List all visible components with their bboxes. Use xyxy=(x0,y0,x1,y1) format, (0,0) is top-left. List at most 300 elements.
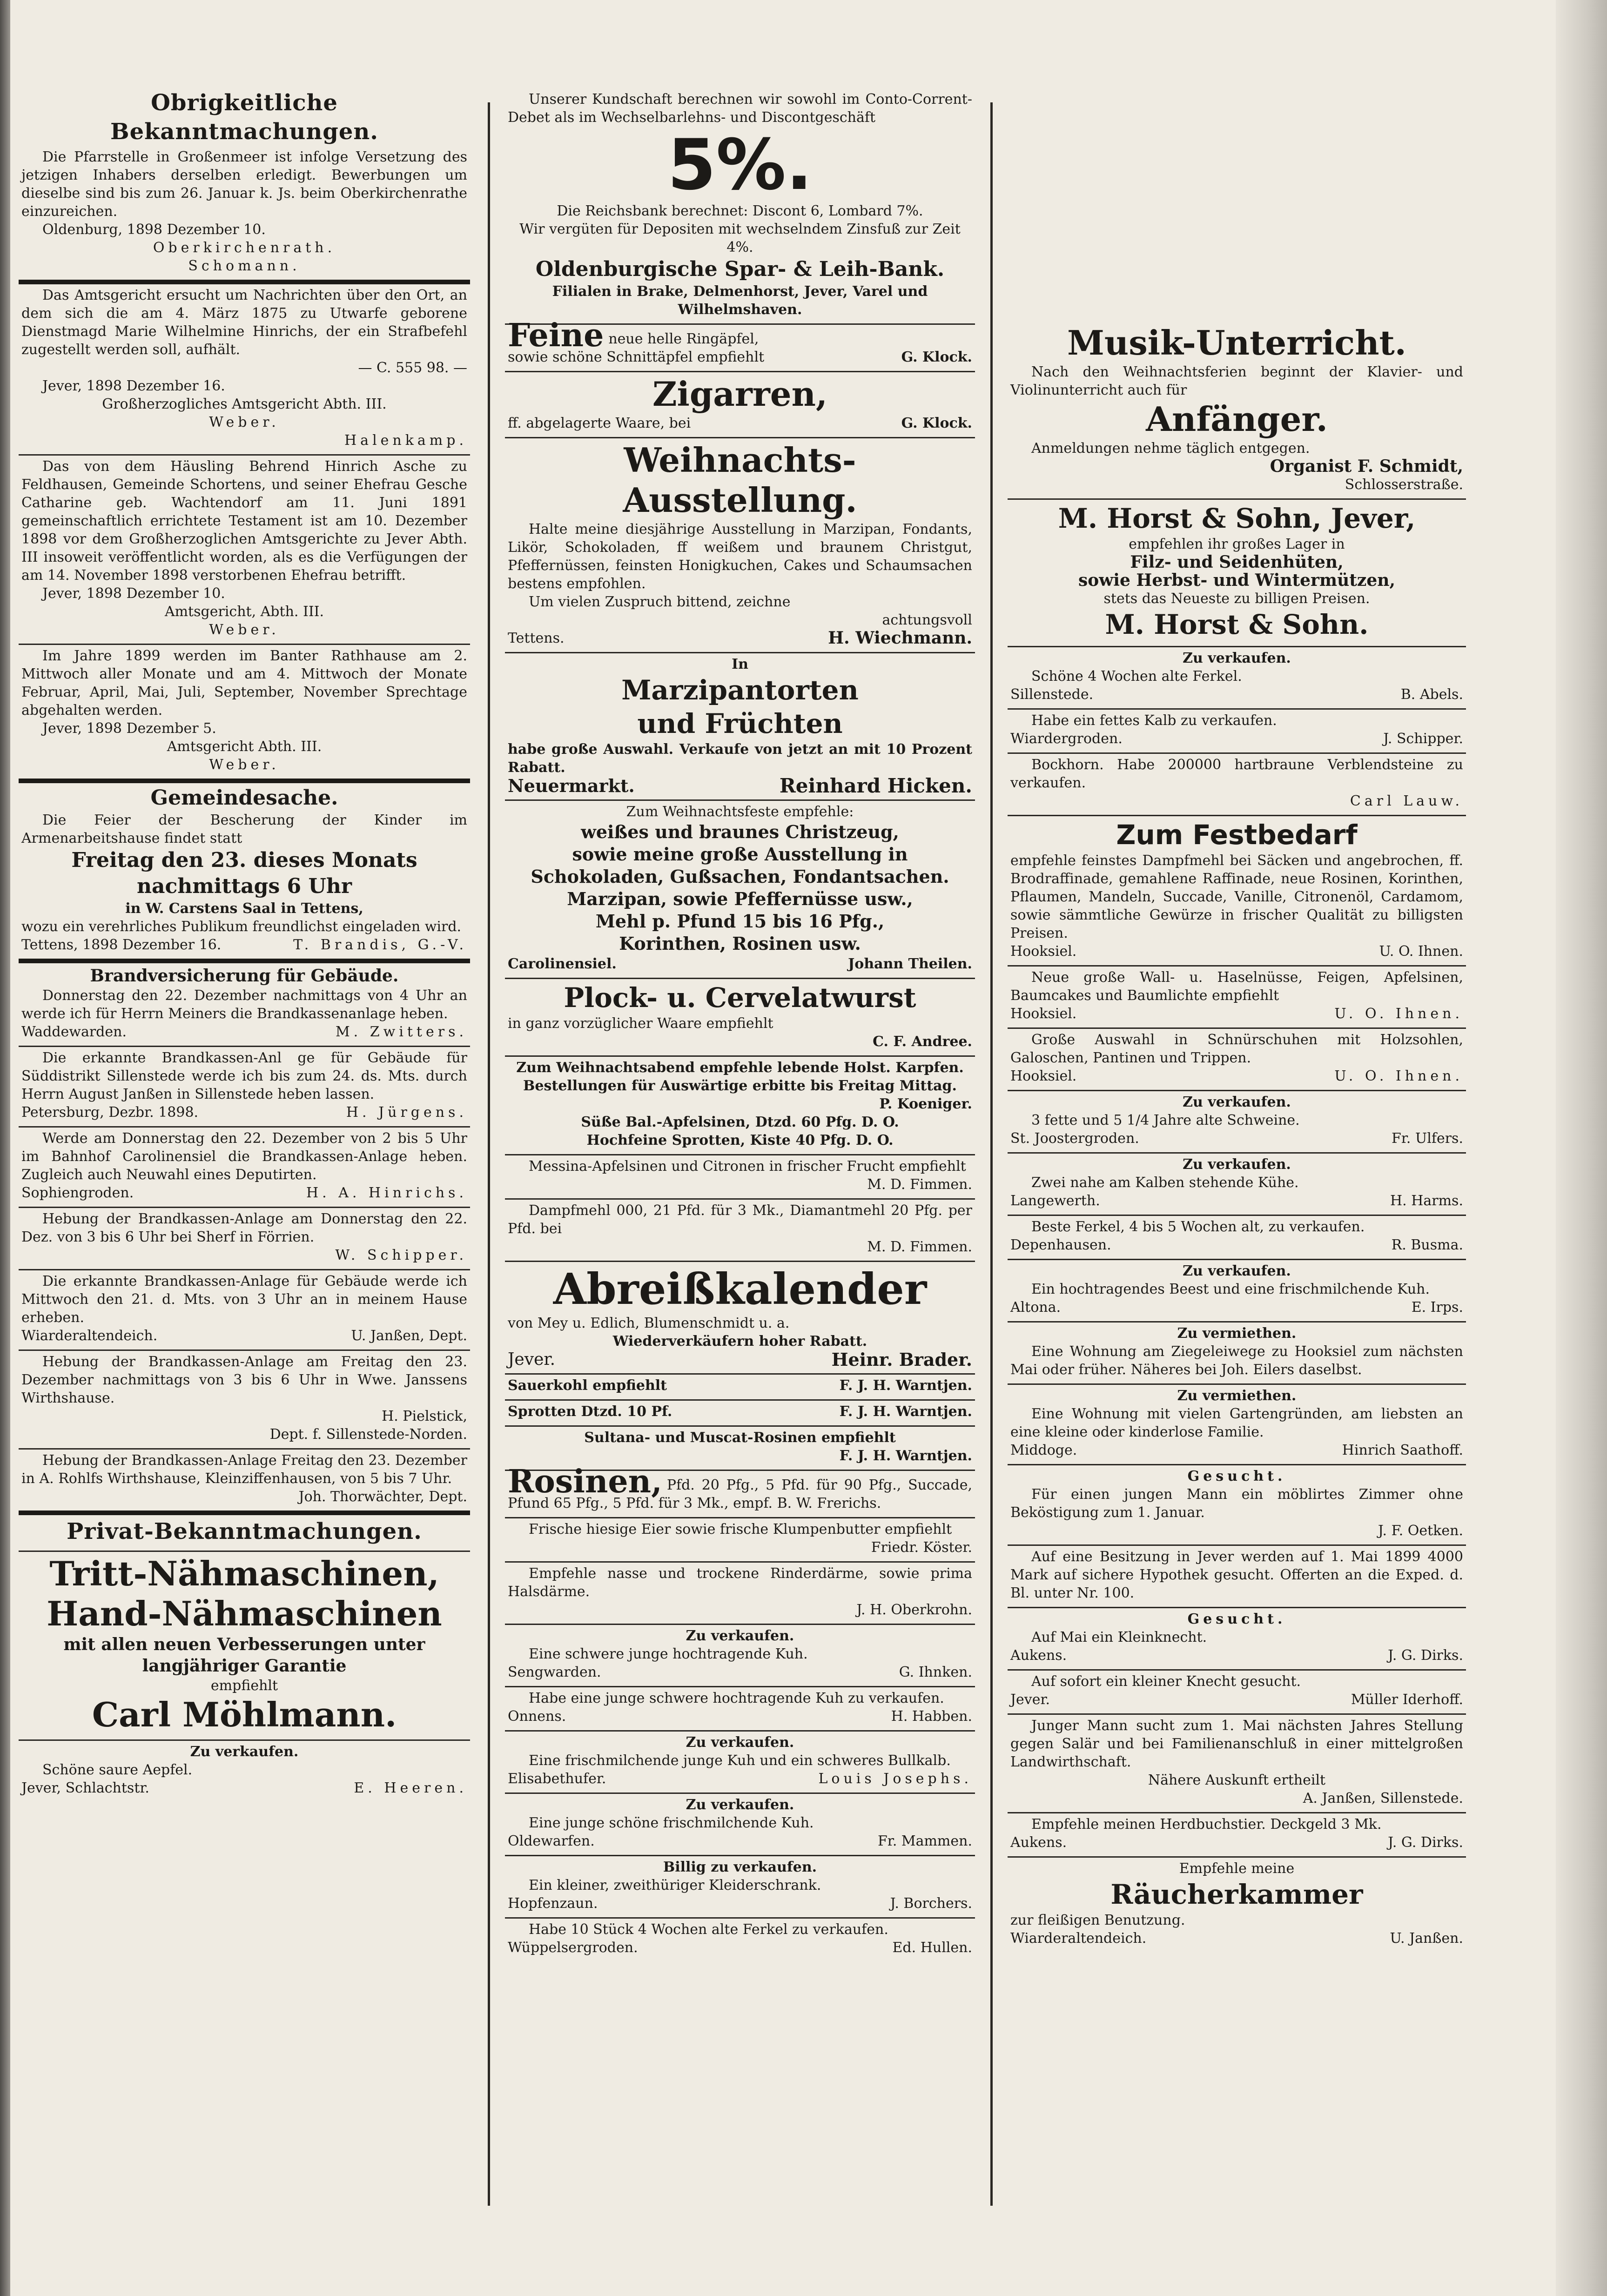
ad-headline: Feine xyxy=(508,317,604,354)
ad-footer xyxy=(508,1663,972,1681)
ad-verblendsteine xyxy=(1008,752,1466,815)
ad-footer xyxy=(1010,1005,1463,1023)
notice-signature: Dept. f. Sillenstede-Norden. xyxy=(269,1426,467,1443)
ad-cervelatwurst xyxy=(505,978,975,1055)
section-heading: Brandversicherung für Gebäude. xyxy=(90,966,399,986)
ad-text: Auf sofort ein kleiner Knecht gesucht. xyxy=(1031,1673,1301,1690)
notice-signature: Oberkirchenrath. xyxy=(153,240,336,256)
notice-text: Das Amtsgericht ersucht um Nachrichten über den Ort, an dem sich die am 4. März 1875 zu Utwarfe geborene Dienstmagd Marie Wilhelmine Hinrichs, der ein Strafbefehl zugestellt werden soll, aufhält. xyxy=(21,287,467,358)
notice-signature: Weber. xyxy=(209,414,280,430)
ad-signature: Schlosserstraße. xyxy=(1345,477,1463,493)
notice-text: Die erkannte Brandkassen-Anl ge für Gebäude für Süddistrikt Sillenstede werde ich bis zum 24. ds. Mts. durch Herrn August Janßen in Sillenstede heben lassen. xyxy=(21,1050,467,1102)
ad-signature: J. H. Oberkrohn. xyxy=(856,1602,972,1618)
notice-sprechtage xyxy=(19,644,470,779)
ad-place: Jever. xyxy=(1010,1692,1050,1708)
notice-text: Das von dem Häusling Behrend Hinrich Asche zu Feldhausen, Gemeinde Schortens, und seiner Ehefrau Gesche Catharine geb. Wachtendorf am 11. Juni 1891 gemeinschaftlich errichtete Testament ist am 10. Dezember 1898 vor dem Großherzoglichen Amtsgerichte zu Jever Abth. III insoweit veröffentlicht worden, als es die Verfügungen der am 14. November 1898 verstorbenen Ehefrau betrifft. xyxy=(21,458,467,584)
ad-marzipantorten xyxy=(505,652,975,799)
ad-signature: Müller Iderhoff. xyxy=(1351,1692,1463,1708)
ad-text: Empfehle nasse und trockene Rinderdärme, sowie prima Halsdärme. xyxy=(508,1565,972,1600)
ad-footer xyxy=(508,1894,972,1913)
section-title-amtlich: Obrigkeitliche Bekanntmachungen. xyxy=(110,90,378,145)
ad-signature: B. Abels. xyxy=(1400,686,1463,703)
ad-headline: Zum Festbedarf xyxy=(1116,819,1358,851)
ad-heading: Gesucht. xyxy=(1187,1468,1286,1484)
ad-text: empfehle feinstes Dampfmehl bei Säcken und angebrochen, ff. Brodraffinade, gemahlene Raffinade, neue Rosinen, Korinthen, Pflaumen, Mandeln, Succade, Vanille, Citronenöl, Cardamom, sowie sämmtliche Gewürze in frischer Qualität zu billigsten Preisen. xyxy=(1010,853,1463,941)
ad-text: Zwei nahe am Kalben stehende Kühe. xyxy=(1031,1175,1299,1191)
ad-signature: F. J. H. Warntjen. xyxy=(839,1403,972,1420)
page-edge xyxy=(1556,0,1607,2296)
ad-text: Anmeldungen nehme täglich entgegen. xyxy=(1031,440,1310,457)
ad-place: Onnens. xyxy=(508,1708,566,1725)
notice-text: Hebung der Brandkassen-Anlage am Freitag den 23. Dezember nachmittags von 3 bis 6 Uhr in Wwe. Janssens Wirthshause. xyxy=(21,1354,467,1406)
ad-text: Nähere Auskunft ertheilt xyxy=(1148,1772,1326,1788)
ad-text: Eine Wohnung mit vielen Gartengründen, am liebsten an eine kleine oder kinderlose Familie. xyxy=(1010,1406,1463,1440)
notice-headline: nachmittags 6 Uhr xyxy=(136,874,352,898)
notice-court: Großherzogliches Amtsgericht Abth. III. xyxy=(102,396,387,412)
ad-text: empfiehlt xyxy=(210,1678,278,1694)
ad-place: Sengwarden. xyxy=(508,1664,601,1680)
ad-headline: Hand-Nähmaschinen xyxy=(47,1594,442,1633)
ad-text: Nach den Weihnachtsferien beginnt der Klavier- und Violinunterricht auch für xyxy=(1010,364,1463,398)
notice-brandkasse-3 xyxy=(19,1126,470,1207)
ad-footer xyxy=(508,774,972,797)
ad-signature: Fr. Mammen. xyxy=(877,1833,972,1849)
notice-text: Die Feier der Bescherung der Kinder im Armenarbeitshause findet statt xyxy=(21,812,467,846)
ad-festbedarf xyxy=(1008,815,1466,965)
notice-signature: H. Pielstick, xyxy=(382,1408,467,1424)
ad-place: Wiarderaltendeich. xyxy=(1010,1930,1147,1947)
ad-sprotten xyxy=(505,1399,975,1425)
ad-text: Korinthen, Rosinen usw. xyxy=(619,933,861,954)
binding-edge xyxy=(0,0,10,2296)
ad-footer xyxy=(508,1707,972,1725)
ad-text: ff. abgelagerte Waare, bei xyxy=(508,415,691,431)
ad-text: 3 fette und 5 1/4 Jahre alte Schweine. xyxy=(1031,1112,1300,1128)
ad-footer xyxy=(21,1779,467,1797)
ad-headline: Tritt-Nähmaschinen, xyxy=(49,1554,439,1593)
ad-heading: Billig zu verkaufen. xyxy=(663,1859,817,1875)
ad-text: Schöne saure Aepfel. xyxy=(42,1762,193,1778)
ad-text: Unserer Kundschaft berechnen wir sowohl im Conto-Corrent-Debet als im Wechselbarlehns- und Discontgeschäft xyxy=(508,91,972,126)
ad-headline: M. Horst & Sohn. xyxy=(1105,609,1369,640)
ad-heading: Zu verkaufen. xyxy=(686,1628,794,1644)
ad-line xyxy=(508,1376,972,1395)
ad-signature: H. Habben. xyxy=(891,1708,972,1725)
ad-signature: Organist F. Schmidt, xyxy=(1270,457,1463,476)
ad-ferkel-abels xyxy=(1008,646,1466,708)
ad-text: Die Reichsbank berechnet: Discont 6, Lombard 7%. xyxy=(557,203,923,219)
ad-headline: Rosinen, xyxy=(508,1463,662,1500)
ad-place: Oldewarfen. xyxy=(508,1833,595,1849)
ad-place: Langewerth. xyxy=(1010,1193,1100,1209)
ad-text: achtungsvoll xyxy=(882,612,972,628)
notice-text: wozu ein verehrliches Publikum freundlichst eingeladen wird. xyxy=(21,919,462,935)
ad-text: Beste Ferkel, 4 bis 5 Wochen alt, zu verkaufen. xyxy=(1031,1219,1365,1235)
notice-place: Jever, 1898 Dezember 10. xyxy=(42,585,225,602)
ad-raeucherkammer xyxy=(1008,1856,1466,1952)
ad-text: zur fleißigen Benutzung. xyxy=(1010,1912,1185,1928)
ad-heading: Zu vermiethen. xyxy=(1177,1325,1297,1342)
ad-place: Wiardergroden. xyxy=(1010,731,1123,747)
ad-footer xyxy=(1010,1236,1463,1254)
section-privat xyxy=(19,1511,470,1551)
ad-heading: Zu verkaufen. xyxy=(1183,1094,1291,1110)
ad-place: Aukens. xyxy=(1010,1834,1067,1851)
ad-place: Jever, Schlachtstr. xyxy=(21,1780,149,1796)
notice-place: Jever, 1898 Dezember 16. xyxy=(42,378,225,394)
ad-kalb xyxy=(1008,708,1466,752)
ad-wohnung-hooksiel xyxy=(1008,1321,1466,1383)
ad-place: Aukens. xyxy=(1010,1647,1067,1664)
ad-text: Eine frischmilchende junge Kuh und ein schweres Bullkalb. xyxy=(529,1752,951,1769)
ad-signature: Ed. Hullen. xyxy=(892,1940,972,1956)
ad-signature: U. Janßen. xyxy=(1390,1930,1463,1947)
ad-footer xyxy=(508,348,972,366)
ad-kleinknecht xyxy=(1008,1607,1466,1669)
ad-signature: M. D. Fimmen. xyxy=(867,1239,972,1255)
ad-schweine xyxy=(1008,1090,1466,1152)
ad-signature: Reinhard Hicken. xyxy=(779,774,972,797)
ad-footer xyxy=(1010,685,1463,704)
ad-text: Große Auswahl in Schnürschuhen mit Holzsohlen, Galoschen, Pantinen und Trippen. xyxy=(1010,1032,1463,1066)
ad-text: Habe ein fettes Kalb zu verkaufen. xyxy=(1031,712,1277,729)
ad-weihnachtsausstellung xyxy=(505,437,975,652)
ad-heading: Zu verkaufen. xyxy=(1183,650,1291,666)
ad-text: Hochfeine Sprotten, Kiste 40 Pfg. D. O. xyxy=(586,1132,894,1148)
ad-sparbank xyxy=(505,88,975,323)
ad-text: Junger Mann sucht zum 1. Mai nächsten Jahres Stellung gegen Salär und bei Familienanschluß in einer mittelgroßen Landwirthschaft. xyxy=(1010,1718,1463,1770)
ad-headline: Musik-Unterricht. xyxy=(1067,323,1406,363)
ad-headline: M. Horst & Sohn, Jever, xyxy=(1058,503,1416,534)
notice-court: Amtsgericht, Abth. III. xyxy=(164,604,324,620)
ad-signature: G. Klock. xyxy=(901,349,972,365)
notice-footer xyxy=(21,1023,467,1041)
notice-pfarrstelle xyxy=(19,146,470,280)
notice-court: Amtsgericht Abth. III. xyxy=(167,738,322,755)
notice-brandkasse-6 xyxy=(19,1349,470,1448)
ad-knecht xyxy=(1008,1669,1466,1713)
ad-text: Frische hiesige Eier sowie frische Klumpenbutter empfiehlt xyxy=(529,1521,952,1537)
ad-signature: J. G. Dirks. xyxy=(1388,1647,1463,1664)
ad-text: Schokoladen, Gußsachen, Fondantsachen. xyxy=(531,866,949,887)
ad-signature: H. Wiechmann. xyxy=(828,628,972,648)
ad-text: Auf eine Besitzung in Jever werden auf 1. Mai 1899 4000 Mark auf sichere Hypothek gesucht. Offerten an die Exped. d. Bl. unter Nr. 100. xyxy=(1010,1549,1463,1601)
ad-nuesse xyxy=(1008,965,1466,1027)
ad-dampfmehl xyxy=(505,1198,975,1261)
ad-text: In xyxy=(732,656,748,672)
ad-footer xyxy=(1010,1691,1463,1709)
ad-verkauf-kuh-2 xyxy=(505,1686,975,1730)
ad-text: Messina-Apfelsinen und Citronen in frischer Frucht empfiehlt xyxy=(529,1158,966,1175)
ad-signature: E. Irps. xyxy=(1411,1299,1463,1316)
ad-heading: Zu verkaufen. xyxy=(686,1734,794,1751)
ad-text: Neue große Wall- u. Haselnüsse, Feigen, Apfelsinen, Baumcakes und Baumlichte empfiehlt xyxy=(1010,969,1463,1004)
ad-text: Süße Bal.-Apfelsinen, Dtzd. 60 Pfg. D. O. xyxy=(581,1114,899,1130)
ad-text: Eine junge schöne frischmilchende Kuh. xyxy=(529,1815,814,1831)
notice-text: Die erkannte Brandkassen-Anlage für Gebäude werde ich Mittwoch den 21. d. Mts. von 3 Uhr an in meinem Hause erheben. xyxy=(21,1273,467,1326)
notice-signature: Schomann. xyxy=(188,258,301,274)
ad-place: Altona. xyxy=(1010,1299,1061,1316)
ad-advertiser: Oldenburgische Spar- & Leih-Bank. xyxy=(535,257,945,281)
notice-testament xyxy=(19,454,470,644)
ad-signature: U. O. Ihnen. xyxy=(1379,943,1463,960)
ad-signature: C. F. Andree. xyxy=(873,1034,972,1050)
ad-heading: Gesucht. xyxy=(1187,1611,1286,1627)
notice-ref: — C. 555 98. — xyxy=(358,360,467,376)
ad-signature: J. Schipper. xyxy=(1383,731,1463,747)
ad-footer xyxy=(508,1350,972,1369)
ad-footer xyxy=(508,1832,972,1850)
ad-text: Empfehle meinen Herdbuchstier. Deckgeld 3 Mk. xyxy=(1031,1816,1382,1833)
ad-text: Dampfmehl 000, 21 Pfd. für 3 Mk., Diamantmehl 20 Pfg. per Pfd. bei xyxy=(508,1202,972,1237)
ad-footer xyxy=(1010,1067,1463,1085)
ad-text: Auf Mai ein Kleinknecht. xyxy=(1031,1629,1207,1645)
notice-place: Waddewarden. xyxy=(21,1024,127,1040)
notice-signature: T. Brandis, G.-V. xyxy=(293,937,467,953)
ad-text: Pfd. 20 Pfg., 5 Pfd. für 90 Pfg., Succade, Pfund 65 Pfg., 5 Pfd. für 3 Mk., empf. xyxy=(508,1477,972,1511)
notice-place: Tettens, 1898 Dezember 16. xyxy=(21,937,222,953)
ad-eier xyxy=(505,1517,975,1561)
ad-hypothek xyxy=(1008,1544,1466,1607)
ad-sauerkohl xyxy=(505,1373,975,1399)
notice-signature: H. Jürgens. xyxy=(346,1104,467,1121)
ad-footer xyxy=(1010,1129,1463,1148)
ad-musikunterricht xyxy=(1008,321,1466,498)
ad-text: Für einen jungen Mann ein möblirtes Zimmer ohne Beköstigung zum 1. Januar. xyxy=(1010,1486,1463,1521)
notice-brandkasse-4 xyxy=(19,1207,470,1269)
ad-text: neue helle Ringäpfel, xyxy=(608,331,759,347)
notice-signature: Weber. xyxy=(209,622,280,638)
notice-signature: H. A. Hinrichs. xyxy=(306,1185,467,1201)
ad-signature: Heinr. Brader. xyxy=(831,1349,972,1370)
ad-text: von Mey u. Edlich, Blumenschmidt u. a. xyxy=(508,1315,790,1331)
ad-text: habe große Auswahl. Verkaufe von jetzt an mit 10 Prozent Rabatt. xyxy=(508,741,972,776)
notice-brandkasse-2 xyxy=(19,1046,470,1126)
notice-text: Donnerstag den 22. Dezember nachmittags von 4 Uhr an werde ich für Herrn Meiners die Brandkassenanlage heben. xyxy=(21,987,467,1022)
ad-place: Jever. xyxy=(508,1350,556,1369)
ad-place: Depenhausen. xyxy=(1010,1237,1111,1253)
notice-place: Sophiengroden. xyxy=(21,1185,134,1201)
ad-footer xyxy=(508,1939,972,1957)
ad-wohnung-middoge xyxy=(1008,1383,1466,1464)
ad-kuehe xyxy=(1008,1152,1466,1215)
ad-text: in ganz vorzüglicher Waare empfiehlt xyxy=(508,1015,773,1032)
ad-text: Sauerkohl empfiehlt xyxy=(508,1377,667,1394)
ad-rinderdaerme xyxy=(505,1561,975,1624)
ad-footer xyxy=(508,629,972,647)
notice-signature: Halenkamp. xyxy=(344,432,467,449)
ad-herdbuchstier xyxy=(1008,1812,1466,1856)
notice-text: Hebung der Brandkassen-Anlage am Donnerstag den 22. Dez. von 3 bis 6 Uhr bei Sherf in Förrien. xyxy=(21,1211,467,1245)
ad-heading: Zu verkaufen. xyxy=(1183,1263,1291,1279)
column-rule-2 xyxy=(990,102,993,2206)
notice-footer xyxy=(21,936,467,954)
ad-footer xyxy=(1010,1298,1463,1316)
ad-text: empfehlen ihr großes Lager in xyxy=(1129,536,1345,552)
ad-rate: 5%. xyxy=(667,125,813,206)
ad-signature: H. Harms. xyxy=(1390,1193,1463,1209)
notice-signature: U. Janßen, Dept. xyxy=(351,1328,467,1344)
ad-signature: J. Borchers. xyxy=(890,1895,972,1912)
ad-footer xyxy=(508,955,972,973)
ad-zimmer-gesucht xyxy=(1008,1464,1466,1544)
ad-text: Eine schwere junge hochtragende Kuh. xyxy=(529,1646,808,1662)
ad-place: Hooksiel. xyxy=(1010,1006,1077,1022)
ad-schnuerschuhe xyxy=(1008,1027,1466,1090)
ad-place: Middoge. xyxy=(1010,1442,1077,1458)
ad-text: sowie Herbst- und Wintermützen, xyxy=(1078,571,1395,590)
notice-brandkasse-5 xyxy=(19,1269,470,1349)
ad-footer xyxy=(508,1770,972,1788)
ad-text: Bockhorn. Habe 200000 hartbraune Verblendsteine zu verkaufen. xyxy=(1010,757,1463,791)
notice-footer xyxy=(21,1184,467,1202)
ad-headline: Zigarren, xyxy=(652,374,827,414)
ad-place: Wüppelsergroden. xyxy=(508,1940,638,1956)
notice-place: Jever, 1898 Dezember 5. xyxy=(42,720,216,737)
notice-footer xyxy=(21,1327,467,1345)
ad-signature: Hinrich Saathoff. xyxy=(1342,1442,1463,1458)
ad-ferkel-busma xyxy=(1008,1215,1466,1259)
ad-footer xyxy=(508,414,972,432)
ad-aepfel xyxy=(19,1739,470,1802)
ad-text: Halte meine diesjährige Ausstellung in Marzipan, Fondants, Likör, Schokoladen, ff weißem und braunem Christgut, Pfeffernüssen, feinsten Honigkuchen, Cakes und Schaumsachen bestens empfohlen. xyxy=(508,521,972,592)
ad-text: Ein hochtragendes Beest und eine frischmilchende Kuh. xyxy=(1031,1281,1430,1297)
ad-place: Hooksiel. xyxy=(1010,943,1077,960)
ad-signature: Louis Josephs. xyxy=(818,1771,972,1787)
ad-text: Sprotten Dtzd. 10 Pf. xyxy=(508,1403,672,1420)
ad-signature: Johann Theilen. xyxy=(848,956,972,972)
ad-ringaepfel xyxy=(505,317,975,371)
notice-text: in W. Carstens Saal in Tettens, xyxy=(125,900,363,917)
ad-place: Carolinensiel. xyxy=(508,956,617,972)
ad-footer xyxy=(1010,1441,1463,1459)
notice-headline: Freitag den 23. dieses Monats xyxy=(71,848,417,872)
ad-text: weißes und braunes Christzeug, xyxy=(581,821,899,842)
notice-text: Werde am Donnerstag den 22. Dezember von 2 bis 5 Uhr im Bahnhof Carolinensiel die Brandkassen-Anlage heben. Zugleich auch Neuwahl eines Deputirten. xyxy=(21,1130,467,1183)
notice-place: Wiarderaltendeich. xyxy=(21,1328,158,1344)
ad-text: stets das Neueste zu billigen Preisen. xyxy=(1103,591,1370,607)
ad-signature: F. J. H. Warntjen. xyxy=(839,1448,972,1464)
ad-text: Zum Weihnachtsfeste empfehle: xyxy=(626,804,854,820)
ad-place: St. Joostergroden. xyxy=(1010,1130,1139,1147)
ad-place: Hooksiel. xyxy=(1010,1068,1077,1084)
ad-weihnachtsfeste xyxy=(505,799,975,978)
section-heading: Gemeindesache. xyxy=(150,786,338,810)
ad-stellung xyxy=(1008,1713,1466,1812)
ad-karpfen xyxy=(505,1055,975,1154)
ad-heading: Zu verkaufen. xyxy=(1183,1156,1291,1173)
notice-place: Oldenburg, 1898 Dezember 10. xyxy=(42,222,266,238)
notice-text: Hebung der Brandkassen-Anlage Freitag den 23. Dezember in A. Rohlfs Wirthshause, Kleinziffenhausen, von 5 bis 7 Uhr. xyxy=(21,1452,467,1487)
notice-amtsgericht-hinrichs xyxy=(19,280,470,454)
ad-footer xyxy=(1010,1192,1463,1210)
ad-rosinen xyxy=(505,1463,975,1517)
ad-text: Habe 10 Stück 4 Wochen alte Ferkel zu verkaufen. xyxy=(529,1921,888,1938)
ad-text: Empfehle meine xyxy=(1179,1860,1295,1877)
ad-signature: Friedr. Köster. xyxy=(871,1539,972,1556)
notice-brandkasse-7 xyxy=(19,1448,470,1511)
ad-beest xyxy=(1008,1259,1466,1321)
notice-signature: M. Zwitters. xyxy=(335,1024,467,1040)
ad-signature: M. D. Fimmen. xyxy=(867,1176,972,1193)
notice-footer xyxy=(21,1103,467,1121)
ad-footer xyxy=(1010,1833,1463,1852)
ad-headline: Weihnachts-Ausstellung. xyxy=(623,440,857,520)
ad-signature: Carl Lauw. xyxy=(1350,793,1463,809)
column-rule-1 xyxy=(488,102,490,2206)
ad-ferkel-hullen xyxy=(505,1917,975,1961)
ad-headline: Abreißkalender xyxy=(553,1264,927,1314)
ad-text: Ein kleiner, zweithüriger Kleiderschrank. xyxy=(529,1877,821,1893)
ad-verkauf-kuh-4 xyxy=(505,1792,975,1855)
ad-headline: Räucherkammer xyxy=(1110,1879,1363,1910)
ad-signature: U. O. Ihnen. xyxy=(1334,1006,1463,1022)
ad-kleiderschrank xyxy=(505,1855,975,1917)
notice-gemeindesache xyxy=(19,779,470,959)
ad-text: Zum Weihnachtsabend empfehle lebende Holst. Karpfen. Bestellungen für Auswärtige erbitte bis Freitag Mittag. xyxy=(516,1060,964,1094)
ad-headline: Plock- u. Cervelatwurst xyxy=(564,982,916,1014)
ad-place: Hopfenzaun. xyxy=(508,1895,598,1912)
ad-text: Filz- und Seidenhüten, xyxy=(1130,552,1344,572)
ad-place: Sillenstede. xyxy=(1010,686,1094,703)
ad-place: Neuermarkt. xyxy=(508,775,635,796)
ad-signature: Fr. Ulfers. xyxy=(1392,1130,1463,1147)
ad-footer xyxy=(1010,942,1463,960)
ad-headline: Marzipantorten xyxy=(621,674,859,706)
ad-signature: G. Ihnken. xyxy=(899,1664,972,1680)
ad-text: Mehl p. Pfund 15 bis 16 Pfg., xyxy=(595,911,885,932)
ad-text: Wir vergüten für Depositen mit wechselndem Zinsfuß zur Zeit 4%. xyxy=(519,221,961,255)
ad-messina xyxy=(505,1154,975,1198)
ad-headline: Anfänger. xyxy=(1146,399,1328,439)
ad-place: Tettens. xyxy=(508,630,565,646)
ad-line xyxy=(508,1403,972,1421)
ad-place: Elisabethufer. xyxy=(508,1771,606,1787)
ad-text: Eine Wohnung am Ziegeleiwege zu Hooksiel zum nächsten Mai oder früher. Näheres bei Joh. Eilers daselbst. xyxy=(1010,1343,1463,1378)
notice-text: Im Jahre 1899 werden im Banter Rathhause am 2. Mittwoch aller Monate und am 4. Mittwoch der Monate Februar, April, Mai, Juli, September, November Sprechtage abgehalten werden. xyxy=(21,648,467,718)
notice-signature: Weber. xyxy=(209,757,280,773)
ad-signature: J. F. Oetken. xyxy=(1378,1523,1463,1539)
column-middle xyxy=(505,88,975,1961)
ad-signature: R. Busma. xyxy=(1391,1237,1463,1253)
ad-text: mit allen neuen Verbesserungen unter langjähriger Garantie xyxy=(63,1635,425,1676)
ad-text: Sultana- und Muscat-Rosinen empfiehlt xyxy=(584,1430,896,1446)
ad-advertiser: Carl Möhlmann. xyxy=(92,1695,397,1734)
ad-text: Wiederverkäufern hoher Rabatt. xyxy=(612,1333,867,1349)
ad-footer xyxy=(1010,1929,1463,1947)
ad-signature: E. Heeren. xyxy=(354,1780,467,1796)
ad-horst-sohn xyxy=(1008,498,1466,646)
ad-text: Schöne 4 Wochen alte Ferkel. xyxy=(1031,668,1242,685)
ad-signature: U. O. Ihnen. xyxy=(1334,1068,1463,1084)
ad-text: Habe eine junge schwere hochtragende Kuh zu verkaufen. xyxy=(529,1690,944,1706)
section-title-privat: Privat-Bekanntmachungen. xyxy=(67,1518,422,1544)
ad-signature: J. G. Dirks. xyxy=(1388,1834,1463,1851)
notice-text: Die Pfarrstelle in Großenmeer ist infolge Versetzung des jetzigen Inhabers derselben erledigt. Bewerbungen um dieselbe sind bis zum 26. Januar k. Js. beim Oberkirchenrathe einzureichen. xyxy=(21,149,467,220)
notice-place: Petersburg, Dezbr. 1898. xyxy=(21,1104,199,1121)
notice-brandversicherung xyxy=(19,959,470,1046)
ad-signature: G. Klock. xyxy=(901,415,972,431)
ad-verkauf-kuh-1 xyxy=(505,1624,975,1686)
ad-naehmaschinen xyxy=(19,1551,470,1739)
ad-text: Um vielen Zuspruch bittend, zeichne xyxy=(529,594,791,610)
ad-abreisskalender xyxy=(505,1261,975,1373)
ad-heading: Zu vermiethen. xyxy=(1177,1388,1297,1404)
ad-headline: und Früchten xyxy=(637,708,843,739)
notice-signature: W. Schipper. xyxy=(335,1247,467,1263)
notice-signature: Joh. Thorwächter, Dept. xyxy=(298,1489,467,1505)
ad-verkauf-kuh-3 xyxy=(505,1730,975,1792)
